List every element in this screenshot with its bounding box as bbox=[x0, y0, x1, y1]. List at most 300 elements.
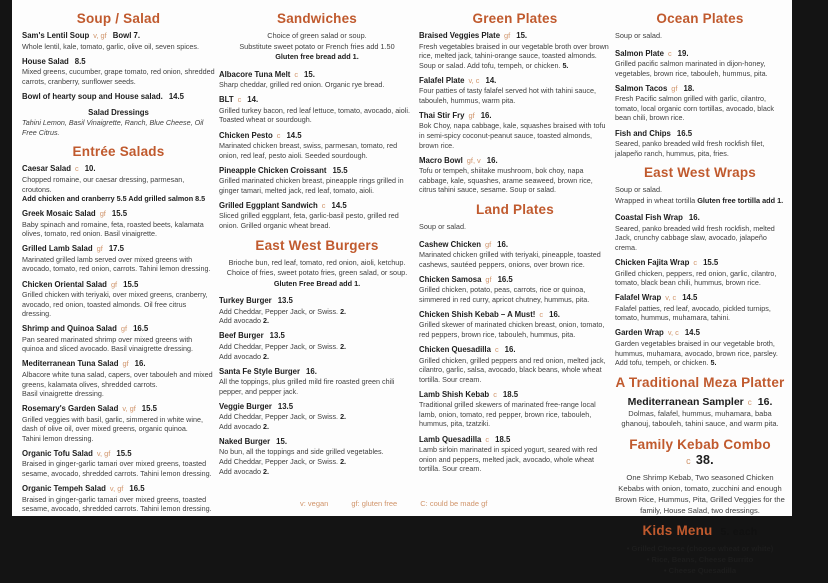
dietary-tag: v, c bbox=[667, 328, 679, 338]
menu-item-desc bbox=[615, 269, 785, 288]
text-segment: Dolmas, falafel, hummus, muhamara, baba ghanouj, tabouleh, tahini sauce, and warm pita. bbox=[621, 408, 779, 429]
menu-item-desc bbox=[22, 175, 215, 194]
menu-item-price: 16. bbox=[549, 309, 560, 319]
text-segment: Add avocado bbox=[219, 421, 263, 431]
menu-item-price: 14.5 bbox=[331, 200, 347, 210]
text-segment: Braised in ginger-garlic tamari over mixed greens, toasted sesame, avocado, shredded carrots. Tahini lemon dressing. bbox=[22, 494, 212, 514]
text-segment: Fresh Pacific salmon grilled with garlic, cilantro, tomato, local organic corn tortillas, avocado, black bean chili, brown rice. bbox=[615, 94, 775, 123]
text-segment: Tahini lemon dressing. bbox=[22, 433, 94, 443]
menu-item-name: Organic Tempeh Salad bbox=[22, 484, 106, 494]
menu-item-name: Beef Burger bbox=[219, 331, 264, 341]
menu-item bbox=[219, 201, 415, 231]
text-segment: Grilled chicken, potato, peas, carrots, rice or quinoa, simmered in red curry, apricot chutney, hummus, pita. bbox=[419, 285, 590, 304]
text-segment: Sharp cheddar, grilled red onion. Organic rye bread. bbox=[219, 80, 385, 90]
section-intro-line bbox=[615, 31, 785, 42]
dietary-tag: v, gf bbox=[96, 448, 111, 458]
menu-item-desc bbox=[219, 352, 415, 362]
menu-item bbox=[219, 95, 415, 125]
menu-item-title-line bbox=[615, 84, 785, 95]
menu-item bbox=[22, 164, 215, 203]
text-segment: Marinated chicken grilled with teriyaki, pineapple, toasted cashews, sautéed peppers, onions, over brown rice. bbox=[419, 250, 601, 269]
menu-item-desc bbox=[419, 285, 611, 304]
text-segment: Add avocado bbox=[219, 351, 263, 361]
menu-item-price: 16.5 bbox=[129, 484, 145, 494]
menu-item-name: Bowl of hearty soup and House salad. bbox=[22, 91, 163, 101]
menu-item bbox=[615, 49, 785, 79]
menu-item-title-line bbox=[615, 213, 785, 224]
text-segment: Grilled pacific salmon marinated in dijon-honey, vegetables, brown rice, tabouleh, hummus, pita. bbox=[615, 59, 768, 78]
bold-note: 2. bbox=[340, 457, 347, 467]
text-segment: Grilled marinated chicken breast, pineapple rings grilled in ginger tamari, melted jack, red leaf, tomato, aioli. bbox=[219, 176, 404, 195]
section-title-text: Green Plates bbox=[472, 11, 558, 26]
menu-item-title-line bbox=[22, 324, 215, 335]
text-segment: Lamb sirloin marinated in spiced yogurt, seared with red onion and peppers, melted jack, avocado, whole wheat tortilla. Sour cream. bbox=[419, 445, 598, 474]
text-segment: All the toppings, plus grilled mild fire roasted green chili pepper, and pepper jack. bbox=[219, 377, 395, 396]
section-intro-line bbox=[419, 222, 611, 233]
menu-item bbox=[615, 258, 785, 288]
menu-item bbox=[22, 31, 215, 51]
menu-item bbox=[419, 111, 611, 150]
menu-item-desc bbox=[219, 141, 415, 160]
menu-item-price: 15.5 bbox=[123, 279, 139, 289]
menu-item-title-line bbox=[219, 402, 415, 413]
text-segment: Grilled turkey bacon, red leaf lettuce, tomato, avocado, aioli. Toasted wheat or sourdough. bbox=[219, 105, 410, 125]
menu-item-name: Rosemary's Garden Salad bbox=[22, 404, 119, 414]
menu-item-name: Naked Burger bbox=[219, 436, 271, 446]
bold-note: 2. bbox=[262, 316, 269, 326]
menu-item bbox=[22, 359, 215, 398]
section-title bbox=[419, 202, 611, 217]
bold-note: Gluten Free Bread add 1. bbox=[273, 278, 361, 288]
text-segment: Add avocado bbox=[219, 316, 263, 326]
menu-item bbox=[615, 84, 785, 123]
bold-note: Gluten free bread add 1. bbox=[275, 52, 359, 62]
menu-item-desc bbox=[22, 459, 215, 478]
dietary-tag: v, gf bbox=[93, 31, 107, 40]
menu-item-desc bbox=[22, 67, 215, 86]
bold-note: • Grilled Cheese (choose wheat or white) bbox=[626, 543, 774, 553]
menu-item bbox=[615, 395, 785, 430]
text-segment: Albacore white tuna salad, capers, over tabouleh and mixed greens, kalamata olives, shredded carrots. bbox=[22, 369, 213, 389]
menu-item-price: 15.5 bbox=[141, 404, 157, 414]
bold-note: 5. bbox=[710, 358, 717, 368]
text-segment: Pan seared marinated shrimp over mixed greens with quinoa and sliced avocado. Basil vinaigrette dressing. bbox=[22, 334, 194, 354]
menu-item-price: 16. bbox=[757, 395, 773, 408]
text-segment: Wrapped in wheat tortilla bbox=[615, 195, 698, 205]
menu-item-name: Veggie Burger bbox=[219, 401, 272, 411]
section-title bbox=[615, 11, 785, 26]
menu-item bbox=[22, 404, 215, 443]
text-segment: Mixed greens, cucumber, grape tomato, red onion, shredded carrots, cranberry, sunflower seeds. bbox=[22, 67, 215, 86]
section-intro bbox=[615, 31, 785, 42]
menu-item-name: Braised Veggies Plate bbox=[419, 31, 501, 40]
section-title bbox=[615, 437, 785, 467]
menu-section bbox=[219, 11, 415, 231]
menu-item-name: Chicken Pesto bbox=[219, 130, 273, 140]
menu-item-name: Cashew Chicken bbox=[419, 239, 481, 249]
menu-item bbox=[219, 402, 415, 432]
menu-item bbox=[419, 76, 611, 106]
menu-section bbox=[615, 437, 785, 516]
menu-item-name: Albacore Tuna Melt bbox=[219, 69, 291, 79]
text-segment: Tahini Lemon, Basil Vinaigrette, Ranch, Blue Cheese, Oil Free Citrus. bbox=[22, 118, 204, 137]
menu-item-title-line bbox=[22, 280, 215, 291]
menu-item-title-line bbox=[419, 345, 611, 356]
menu-item-price: 16. bbox=[688, 213, 700, 223]
text-segment: Marinated chicken breast, swiss, parmesan, tomato, red onion, red leaf, pesto aioli. Seeded sourdough. bbox=[219, 141, 398, 160]
dietary-tag: c bbox=[321, 200, 326, 210]
menu-item-title-line bbox=[419, 310, 611, 321]
menu-item-desc bbox=[22, 495, 215, 514]
menu-item-name: Salmon Tacos bbox=[615, 83, 668, 93]
menu-item-desc bbox=[419, 86, 611, 105]
menu-item-title-line bbox=[419, 111, 611, 122]
dietary-tag: c bbox=[493, 389, 497, 399]
menu-section bbox=[615, 165, 785, 368]
menu-item-title-line bbox=[219, 95, 415, 106]
menu-item-desc bbox=[22, 194, 215, 204]
section-title bbox=[219, 238, 415, 253]
menu-item-desc bbox=[22, 42, 215, 52]
menu-item bbox=[22, 484, 215, 514]
menu-item-name: Chicken Quesadilla bbox=[419, 345, 491, 355]
menu-item-desc bbox=[22, 434, 215, 444]
section-title-suffix: 5. each bbox=[720, 525, 758, 538]
menu-item-title-line bbox=[22, 404, 215, 415]
menu-item-price: 16. bbox=[504, 345, 516, 355]
text-segment: Soup or salad. bbox=[615, 185, 663, 195]
menu-item-price: 14.5 bbox=[682, 293, 698, 303]
menu-item-desc bbox=[615, 339, 785, 358]
menu-item-price: 14.5 bbox=[286, 130, 302, 140]
menu-item-price: 8.5 bbox=[74, 56, 86, 66]
menu-item-title-line bbox=[615, 129, 785, 140]
menu-section bbox=[615, 11, 785, 158]
section-title-text: East West Burgers bbox=[255, 237, 379, 253]
menu-item-name: Shrimp and Quinoa Salad bbox=[22, 324, 117, 334]
menu-item-name: Lamb Quesadilla bbox=[419, 434, 482, 444]
menu-item-name: Santa Fe Style Burger bbox=[219, 366, 301, 376]
menu-item-desc bbox=[419, 121, 611, 150]
menu-item bbox=[615, 213, 785, 252]
menu-item-desc bbox=[615, 94, 785, 123]
menu-item-desc bbox=[615, 59, 785, 78]
section-intro-line bbox=[219, 258, 415, 269]
menu-item-desc bbox=[22, 290, 215, 319]
text-segment: Sliced grilled eggplant, feta, garlic-basil pesto, grilled red onion. Grilled organic wheat bread. bbox=[219, 211, 399, 230]
section-title bbox=[615, 165, 785, 180]
section-title-text: East West Wraps bbox=[643, 165, 757, 181]
menu-item-desc bbox=[22, 335, 215, 354]
dietary-tag: c bbox=[294, 69, 299, 79]
menu-page bbox=[12, 0, 792, 575]
menu-item-price: 15. bbox=[516, 31, 528, 40]
menu-item-name: Falafel Plate bbox=[419, 75, 465, 85]
text-segment: Grilled veggies with basil, garlic, simmered in white wine, dash of olive oil, over mixed greens, organic quinoa. bbox=[22, 414, 203, 434]
section-intro-line bbox=[615, 554, 785, 565]
menu-item bbox=[219, 367, 415, 397]
menu-item-price: 16. bbox=[306, 366, 317, 376]
text-segment: Whole lentil, kale, tomato, garlic, olive oil, seven spices. bbox=[22, 41, 199, 51]
dietary-tag: gf bbox=[110, 279, 118, 289]
menu-item-name: Caesar Salad bbox=[22, 164, 71, 174]
legend-vegan: v: vegan bbox=[300, 499, 329, 508]
dietary-tag: c bbox=[276, 130, 281, 140]
text-segment: Grilled skewer of marinated chicken breast, onion, tomato, red peppers, brown rice, tabouleh, hummus, pita. bbox=[419, 320, 605, 339]
menu-item-desc bbox=[219, 377, 415, 396]
dietary-tag: c bbox=[494, 345, 499, 355]
dietary-tag: c bbox=[747, 397, 752, 407]
menu-item-desc bbox=[615, 409, 785, 430]
menu-item-title-line bbox=[22, 449, 215, 460]
menu-item bbox=[22, 449, 215, 479]
menu-item-desc bbox=[419, 250, 611, 269]
menu-item-desc bbox=[219, 80, 415, 90]
menu-item-name: Salmon Plate bbox=[615, 48, 664, 58]
menu-item-title-line bbox=[22, 244, 215, 255]
menu-item-name: Mediterranean Sampler bbox=[627, 395, 744, 408]
menu-item-title-line bbox=[22, 57, 215, 68]
menu-item-title-line bbox=[22, 359, 215, 370]
menu-item-desc bbox=[22, 389, 215, 399]
menu-item-name: Salad Dressings bbox=[88, 107, 149, 117]
menu-item-title-line bbox=[419, 76, 611, 87]
bold-note: Gluten free tortilla add 1. bbox=[697, 195, 784, 205]
menu-item-name: Chicken Oriental Salad bbox=[22, 279, 107, 289]
menu-item-price: 13.5 bbox=[277, 401, 294, 411]
section-title bbox=[615, 375, 785, 390]
menu-section bbox=[22, 11, 215, 137]
section-intro-line bbox=[615, 543, 785, 554]
text-segment: Soup or salad. bbox=[615, 31, 663, 40]
menu-item-price: 16. bbox=[134, 359, 146, 369]
menu-item-price: 15.5 bbox=[111, 209, 128, 219]
menu-item-desc bbox=[219, 447, 415, 457]
menu-item-desc bbox=[219, 342, 415, 352]
menu-section bbox=[615, 523, 785, 576]
section-title bbox=[615, 523, 785, 538]
text-segment: Bok Choy, napa cabbage, kale, squashes braised with tofu in semi-spicy coconut-peanut sauce, toasted almonds, brown rice. bbox=[419, 121, 606, 150]
bold-note: Add chicken and cranberry 5.5 Add grilled salmon 8.5 bbox=[22, 194, 206, 204]
menu-item-desc bbox=[219, 457, 415, 467]
menu-column-2 bbox=[219, 4, 415, 583]
text-segment: Seared, panko breaded wild fresh rockfish filet, jalapeño ranch, hummus, pita, fries. bbox=[615, 139, 765, 158]
menu-item-title-line bbox=[419, 390, 611, 401]
menu-item-name: Grilled Lamb Salad bbox=[22, 244, 93, 254]
bold-note: • Cheese Quesadilla bbox=[663, 565, 737, 575]
dietary-tag: c bbox=[667, 48, 672, 58]
text-segment: Substitute sweet potato or French fries add 1.50 bbox=[239, 41, 395, 51]
menu-item-desc bbox=[219, 467, 415, 477]
menu-item-price: 16.5 bbox=[497, 274, 513, 284]
menu-item-desc bbox=[219, 307, 415, 317]
menu-item-price: 16.5 bbox=[133, 324, 149, 334]
menu-item-title-line bbox=[615, 258, 785, 269]
menu-item-price: 15.5 bbox=[116, 448, 132, 458]
menu-item-desc bbox=[419, 400, 611, 429]
legend-could-be-made-gf: C: could be made gf bbox=[420, 499, 488, 508]
menu-item-title-line bbox=[22, 164, 215, 175]
text-segment: Add Cheddar, Pepper Jack, or Swiss. bbox=[219, 457, 341, 467]
bold-note: 2. bbox=[340, 412, 347, 422]
menu-item-price: 15. bbox=[304, 69, 315, 79]
menu-item-title-line bbox=[219, 331, 415, 342]
text-segment: Choice of fries, sweet potato fries, green salad, or soup. bbox=[226, 268, 408, 278]
menu-item bbox=[219, 70, 415, 90]
section-intro-line bbox=[615, 565, 785, 576]
text-segment: Grilled chicken, grilled peppers and red onion, melted jack, cilantro, garlic, salsa, avocado, black beans, whole wheat tortilla. Sour cream. bbox=[419, 355, 606, 384]
dietary-tag: c bbox=[539, 309, 544, 319]
dietary-tag: gf bbox=[120, 324, 128, 334]
section-intro-line bbox=[615, 185, 785, 196]
section-title-text: A Traditional Meza Platter bbox=[615, 374, 785, 390]
text-segment: Soup or salad. bbox=[419, 221, 467, 231]
text-segment: Add tofu, tempeh, or chicken. bbox=[615, 358, 711, 368]
menu-item bbox=[419, 435, 611, 474]
menu-item bbox=[22, 108, 215, 138]
menu-item-name: Chicken Fajita Wrap bbox=[615, 258, 690, 268]
menu-columns bbox=[22, 4, 784, 583]
menu-item-desc bbox=[219, 316, 415, 326]
menu-item-name: Lamb Shish Kebab bbox=[419, 389, 490, 399]
bold-note: 2. bbox=[262, 351, 269, 361]
menu-item-price: 14. bbox=[247, 95, 259, 105]
menu-item-name: Falafel Wrap bbox=[615, 293, 662, 303]
text-segment: Garden vegetables braised in our vegetable broth, hummus, muhamara, avocado, brown rice, parsley. bbox=[615, 338, 778, 358]
menu-item bbox=[615, 129, 785, 159]
menu-item-name: Organic Tofu Salad bbox=[22, 448, 93, 458]
dietary-tag: v, c bbox=[665, 293, 677, 303]
menu-item bbox=[219, 331, 415, 361]
dietary-tag: gf, v bbox=[466, 155, 481, 165]
dietary-tag: gf bbox=[96, 244, 103, 254]
text-segment: Falafel patties, red leaf, avocado, pickled turnips, tomato, hummus, muhamara, tahini. bbox=[615, 303, 771, 323]
section-title-text: Soup / Salad bbox=[76, 11, 161, 26]
text-segment: No bun, all the toppings and side grilled vegetables. bbox=[219, 447, 384, 457]
menu-column-4 bbox=[615, 4, 785, 583]
section-title-text: Family Kebab Combo bbox=[629, 436, 771, 452]
menu-item-price: 16. bbox=[486, 155, 498, 165]
menu-item bbox=[22, 244, 215, 274]
menu-item-price: 13.5 bbox=[277, 296, 293, 306]
menu-item-price: 15.5 bbox=[332, 165, 348, 175]
menu-item-price: 18.5 bbox=[495, 434, 511, 444]
menu-item-title-line bbox=[219, 437, 415, 448]
menu-item-price: 14.5 bbox=[168, 91, 184, 101]
section-intro-line bbox=[219, 42, 415, 53]
menu-item-title-line bbox=[615, 395, 785, 409]
menu-item-title-line bbox=[419, 275, 611, 286]
menu-item-desc bbox=[615, 304, 785, 323]
dietary-tag: c bbox=[693, 258, 698, 268]
menu-section bbox=[615, 375, 785, 430]
section-intro-line bbox=[615, 196, 785, 207]
menu-item-desc bbox=[419, 320, 611, 339]
section-title-text: Sandwiches bbox=[276, 11, 358, 26]
section-intro bbox=[419, 222, 611, 233]
menu-item-title-line bbox=[419, 435, 611, 446]
menu-item-price: 19. bbox=[677, 48, 689, 58]
dietary-tag: v, c bbox=[468, 75, 480, 85]
menu-item bbox=[419, 31, 611, 70]
menu-item bbox=[419, 345, 611, 384]
menu-item bbox=[219, 296, 415, 326]
dietary-tag: v, gf bbox=[122, 404, 136, 414]
menu-item bbox=[615, 328, 785, 367]
text-segment: Marinated grilled lamb served over mixed greens with avocado, tomato, red onion, carrots. Tahini lemon dressing. bbox=[22, 254, 211, 274]
menu-item-price: 16. bbox=[497, 239, 508, 249]
dietary-legend bbox=[300, 499, 487, 508]
text-segment: Basil vinaigrette dressing. bbox=[22, 389, 104, 399]
section-intro bbox=[219, 258, 415, 290]
menu-item-title-line bbox=[615, 328, 785, 339]
menu-item bbox=[22, 57, 215, 87]
text-segment: Fresh vegetables braised in our vegetable broth over brown rice, melted jack, tahini-orange sauce, toasted almonds. bbox=[419, 41, 609, 61]
menu-item bbox=[419, 240, 611, 270]
menu-item bbox=[615, 293, 785, 323]
dietary-tag: gf bbox=[122, 359, 129, 369]
menu-item-name: Coastal Fish Wrap bbox=[615, 213, 683, 223]
menu-item-desc bbox=[419, 166, 611, 195]
text-segment: Choice of green salad or soup. bbox=[267, 31, 367, 40]
text-segment: Add Cheddar, Pepper Jack, or Swiss. bbox=[219, 306, 341, 316]
menu-section bbox=[419, 202, 611, 474]
text-segment: Add Cheddar, Pepper Jack, or Swiss. bbox=[219, 412, 341, 422]
menu-item-desc bbox=[419, 445, 611, 474]
menu-item-desc bbox=[219, 106, 415, 125]
section-title bbox=[22, 11, 215, 26]
menu-item-price: 16.5 bbox=[676, 128, 693, 138]
dietary-tag: c bbox=[485, 434, 490, 444]
menu-item-title-line bbox=[22, 92, 215, 103]
section-price: 38. bbox=[695, 452, 714, 467]
bold-note: 5. bbox=[562, 60, 569, 70]
dietary-tag: c bbox=[237, 95, 242, 105]
menu-item-title-line bbox=[22, 31, 215, 42]
section-intro-line bbox=[219, 268, 415, 279]
menu-item-name: Turkey Burger bbox=[219, 296, 272, 306]
menu-item-desc bbox=[615, 224, 785, 253]
bold-note: 2. bbox=[262, 466, 269, 476]
section-intro bbox=[615, 472, 785, 516]
text-segment: Brioche bun, red leaf, tomato, red onion, aioli, ketchup. bbox=[228, 257, 406, 267]
section-intro-line bbox=[219, 52, 415, 63]
text-segment: Add Cheddar, Pepper Jack, or Swiss. bbox=[219, 341, 341, 351]
menu-item-desc bbox=[219, 422, 415, 432]
text-segment: Soup or salad. Add tofu, tempeh, or chicken. bbox=[419, 60, 563, 70]
menu-item-price: 18.5 bbox=[502, 389, 519, 399]
menu-item-title-line bbox=[219, 367, 415, 378]
menu-item-title-line bbox=[219, 131, 415, 142]
dietary-tag: gf bbox=[504, 31, 511, 40]
menu-item-name: Chicken Samosa bbox=[419, 274, 482, 284]
dietary-tag: v, gf bbox=[109, 484, 124, 494]
text-segment: Grilled chicken, peppers, red onion, garlic, cilantro, tomato, black bean chili, hummus, brown rice. bbox=[615, 268, 777, 288]
section-title-text: Entrée Salads bbox=[72, 144, 165, 160]
menu-item-title-line bbox=[219, 201, 415, 212]
menu-item-title-line bbox=[219, 166, 415, 177]
menu-item-price: 14.5 bbox=[684, 328, 700, 338]
menu-item-title-line bbox=[615, 49, 785, 60]
menu-item bbox=[219, 437, 415, 476]
menu-item-desc bbox=[22, 415, 215, 434]
section-intro bbox=[219, 31, 415, 63]
text-segment: Tofu or tempeh, shiitake mushroom, bok choy, napa cabbage, kale, squashes, arame seaweed, brown rice, citrus tahini sauce, sesame. Soup or salad. bbox=[419, 166, 593, 195]
menu-item-title-line bbox=[615, 293, 785, 304]
menu-item bbox=[419, 390, 611, 429]
menu-item bbox=[419, 156, 611, 195]
section-intro-line bbox=[219, 31, 415, 42]
